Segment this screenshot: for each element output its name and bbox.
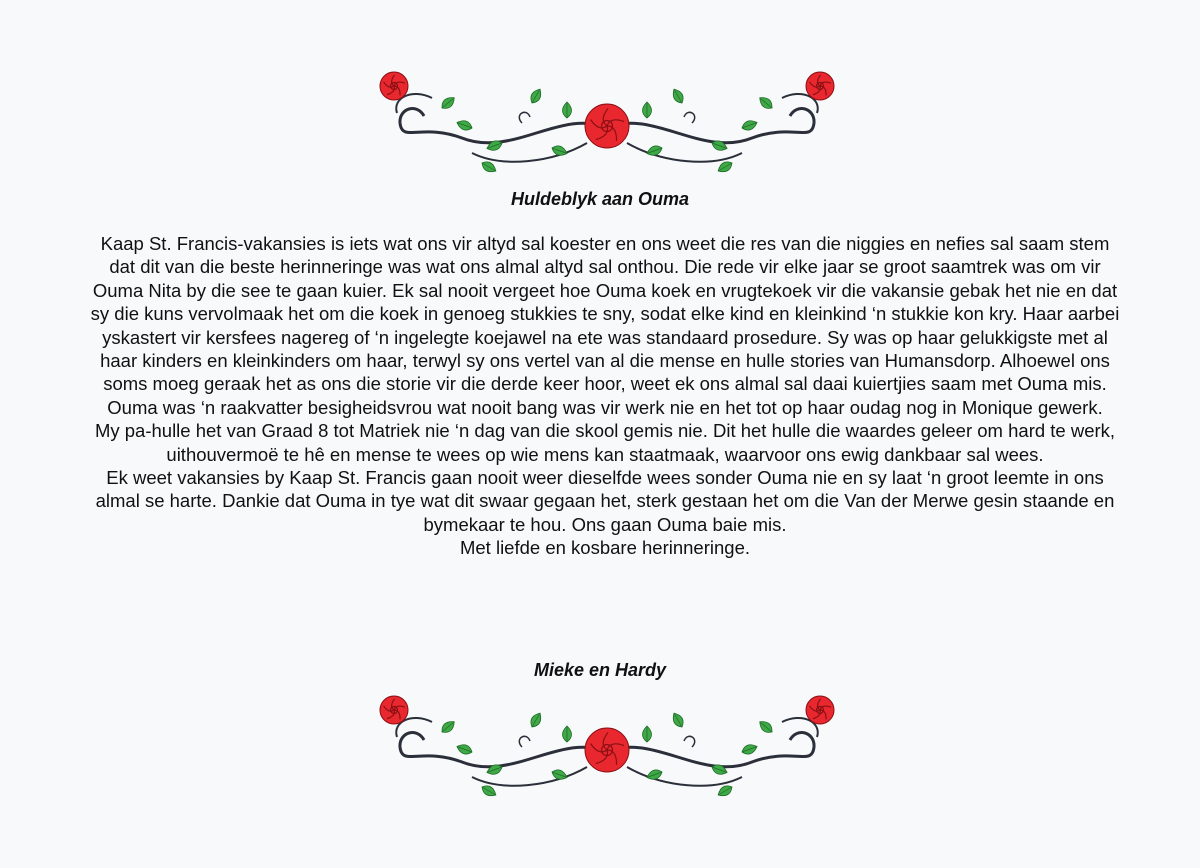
paragraph: Kaap St. Francis-vakansies is iets wat ons vir altyd sal koester en ons weet die res van die niggies en nefies sal saam stem dat dit van die beste herinneringe was wat ons almal altyd sal onthou. Die rede vir elke jaar se groot saamtrek was om vir Ouma Nita by die see te gaan kuier. Ek sal nooit vergeet hoe Ouma koek en vrugtekoek vir die vakansie gebak het nie en dat sy die kuns vervolmaak het om die koek in genoeg stukkies te sny, sodat elke kind en kleinkind ‘n stukkie kon kry. Haar aarbei yskastert vir kersfees nagereg of ‘n ingelegte koejawel na ete was standaard prosedure. Sy was op haar gelukkigste met al haar kinders en kleinkinders om haar, terwyl sy ons vertel van al die mense en hulle stories van Humansdorp. Alhoewel ons soms moeg geraak het as ons die storie vir die derde keer hoor, weet ek ons almal sal daai kuiertjies saam met Ouma mis. Ouma was ‘n raakvatter besigheidsvrou wat nooit bang was vir werk nie en het tot op haar oudag nog in Monique gewerk. xyxy=(90,233,1120,418)
paragraph: Met liefde en kosbare herinneringe. xyxy=(459,537,750,559)
tribute-text xyxy=(90,232,1120,560)
paragraph: Ek weet vakansies by Kaap St. Francis gaan nooit weer dieselfde wees sonder Ouma nie en sy laat ‘n groot leemte in ons almal se harte. Dankie dat Ouma in tye wat dit swaar gegaan het, sterk gestaan het om die Van der Merwe gesin staande en bymekaar te hou. Ons gaan Ouma baie mis. xyxy=(95,467,1115,535)
page-title: Huldeblyk aan Ouma xyxy=(510,189,690,209)
rose-vine-border-icon xyxy=(372,68,842,178)
rose-vine-border-icon xyxy=(372,692,842,802)
paragraph: My pa-hulle het van Graad 8 tot Matriek nie ‘n dag van die skool gemis nie. Dit het hulle die waardes geleer om hard te werk, uithouvermoë te hê en mense te wees op wie mens kan staatmaak, waarvoor ons ewig dankbaar sal wees. xyxy=(94,420,1116,465)
signature: Mieke en Hardy xyxy=(533,660,667,680)
